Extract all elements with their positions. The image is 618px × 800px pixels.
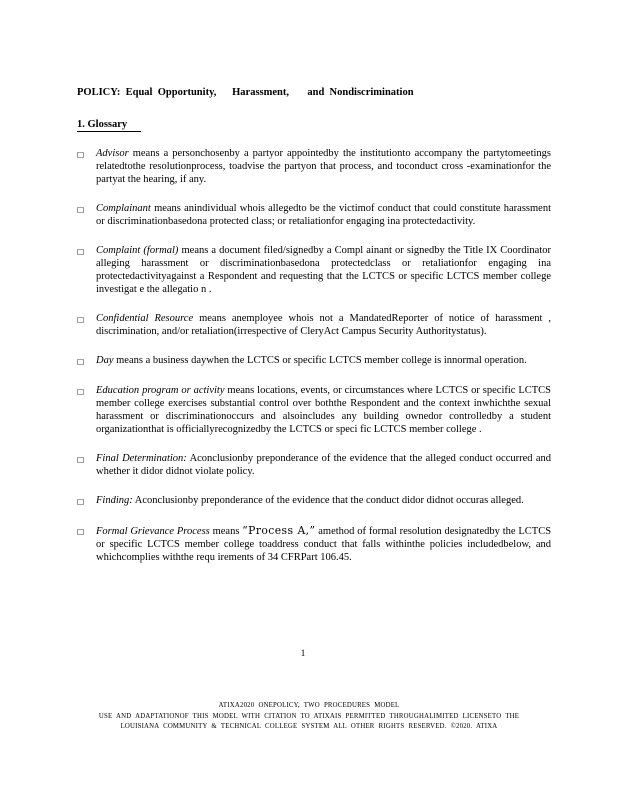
square-bullet-icon: □ bbox=[77, 315, 85, 324]
glossary-item bbox=[77, 147, 551, 186]
square-bullet-icon: □ bbox=[77, 150, 85, 159]
glossary-item bbox=[77, 202, 551, 228]
definition-body: means a personchosenby a partyor appointedby the institutionto accompany the partytomeetings relatedtothe resolutionprocess, toadvise the partyon that process, and toconduct cross -examinationfor the partyat the hearing, if any. bbox=[96, 148, 551, 185]
term-label: Formal Grievance Process bbox=[96, 526, 210, 537]
definition-text bbox=[96, 202, 551, 228]
glossary-item bbox=[77, 244, 551, 296]
definition-body-post: amethod of formal resolution designatedby the LCTCS or specific LCTCS member college toaddress conduct that falls withinthe policies includedbelow, and whichcomplies withthe requ irements of 34 CFRPart 106.45. bbox=[96, 526, 552, 563]
term-label: Day bbox=[96, 355, 114, 366]
page-number: 1 bbox=[300, 649, 306, 659]
glossary-item bbox=[77, 494, 551, 508]
square-bullet-icon: □ bbox=[77, 247, 85, 256]
term-label: Advisor bbox=[96, 148, 129, 159]
definition-text bbox=[96, 354, 551, 367]
glossary-list bbox=[77, 147, 551, 564]
process-a-quote: “Process A,” bbox=[242, 524, 316, 537]
definition-text bbox=[96, 312, 551, 338]
document-content bbox=[77, 86, 551, 580]
square-bullet-icon: □ bbox=[77, 527, 85, 536]
definition-body: means anemployee whois not a MandatedReporter of notice of harassment , discrimination, and/or retaliation(irrespective of CleryAct Campus Security Authoritystatus). bbox=[96, 313, 551, 337]
glossary-item bbox=[77, 524, 551, 564]
square-bullet-icon: □ bbox=[77, 357, 85, 366]
definition-body: means locations, events, or circumstances where LCTCS or specific LCTCS member college exercises substantial control over boththe Respondent and the context inwhichthe sexual harassment or discriminationoccurs and alsoincludes any building ownedor controlledby a student organizationthat is officiallyrecognizedby the LCTCS or speci fic LCTCS member college . bbox=[96, 385, 552, 435]
square-bullet-icon: □ bbox=[77, 455, 85, 464]
definition-body-pre: means bbox=[212, 526, 240, 537]
definition-body: Aconclusionby preponderance of the evidence that the alleged conduct occurred and whether it didor didnot violate policy. bbox=[96, 453, 552, 477]
term-label: Education program or activity bbox=[96, 385, 225, 396]
term-label: Complainant bbox=[96, 203, 151, 214]
definition-text bbox=[96, 244, 551, 296]
footer-line-1: ATIXA2020 ONEPOLICY, TWO PROCEDURES MODEL bbox=[218, 702, 400, 709]
definition-text bbox=[96, 452, 551, 478]
page-footer bbox=[70, 701, 548, 733]
definition-text bbox=[96, 384, 551, 436]
definition-text bbox=[96, 147, 551, 186]
page-title: POLICY: Equal Opportunity, Harassment, and Nondiscrimination bbox=[77, 87, 414, 98]
definition-body: means a document filed/signedby a Compl ainant or signedby the Title IX Coordinator alleging harassment or discriminationbasedona protectedclass or retaliationfor engaging ina protectedactivityagainst a Respondent and requesting that the LCTCS or specific LCTCS member college investigat e the allegatio n . bbox=[96, 245, 551, 295]
definition-text bbox=[96, 524, 551, 564]
definition-text bbox=[96, 494, 551, 507]
term-label: Complaint (formal) bbox=[96, 245, 179, 256]
footer-line-2: USE AND ADAPTATIONOF THIS MODEL WITH CITATION TO ATIXAIS PERMITTED THROUGHALIMITED LICENSETO THE bbox=[98, 712, 520, 720]
definition-body: Aconclusionby preponderance of the evidence that the conduct didor didnot occuras alleged. bbox=[134, 495, 524, 506]
definition-body: means a business daywhen the LCTCS or specific LCTCS member college is innormal operation. bbox=[116, 355, 527, 366]
glossary-item bbox=[77, 312, 551, 338]
section-heading bbox=[77, 118, 551, 131]
term-label: Final Determination: bbox=[96, 453, 187, 464]
term-label: Finding: bbox=[96, 495, 133, 506]
glossary-item bbox=[77, 354, 551, 368]
section-heading-text: 1. Glossary bbox=[77, 119, 141, 132]
square-bullet-icon: □ bbox=[77, 387, 85, 396]
footer-line-3: LOUISIANA COMMUNITY & TECHNICAL COLLEGE SYSTEM ALL OTHER RIGHTS RESERVED. ©2020. ATIXA bbox=[120, 723, 498, 731]
glossary-item bbox=[77, 384, 551, 436]
term-label: Confidential Resource bbox=[96, 313, 194, 324]
square-bullet-icon: □ bbox=[77, 497, 85, 506]
glossary-item bbox=[77, 452, 551, 478]
square-bullet-icon: □ bbox=[77, 205, 85, 214]
definition-body: means anindividual whois allegedto be the victimof conduct that could constitute harassment or discriminationbasedona protected class; or retaliationfor engaging ina protectedactivity. bbox=[96, 203, 551, 227]
